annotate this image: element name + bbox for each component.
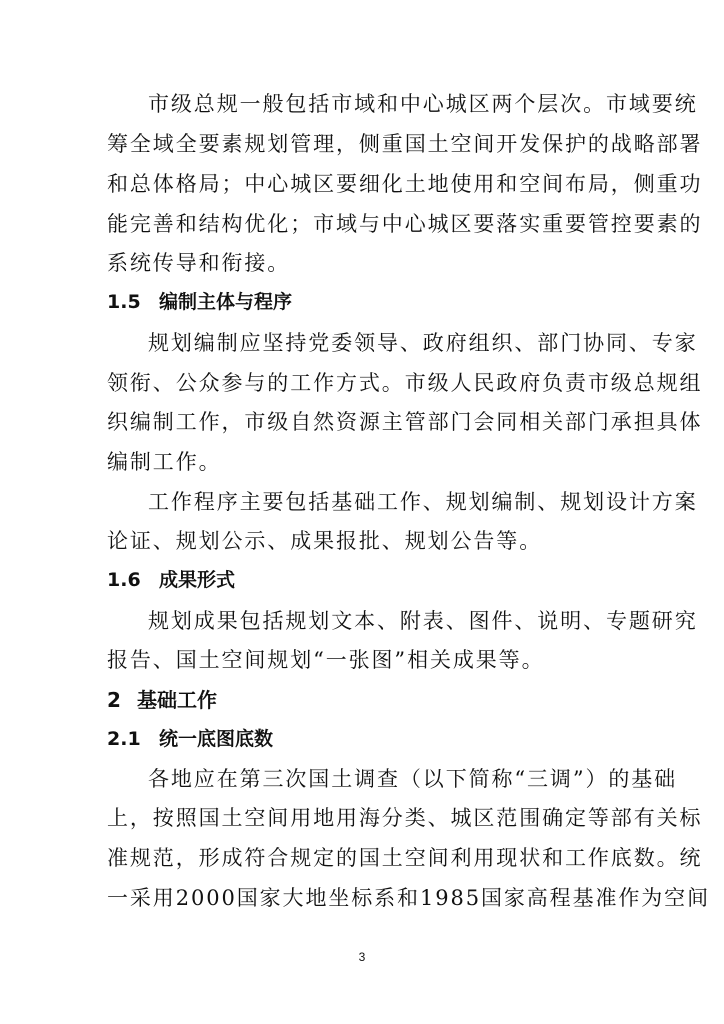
paragraph-line: 织编制工作，市级自然资源主管部门会同相关部门承担具体 bbox=[107, 410, 703, 434]
paragraph-line: 工作程序主要包括基础工作、规划编制、规划设计方案 bbox=[148, 490, 698, 514]
paragraph-line: 筹全域全要素规划管理，侧重国土空间开发保护的战略部署 bbox=[107, 132, 703, 156]
paragraph-line: 论证、规划公示、成果报批、规划公告等。 bbox=[107, 529, 543, 553]
chapter-heading bbox=[107, 688, 217, 712]
section-number: 2.1 bbox=[107, 728, 141, 750]
chapter-title: 基础工作 bbox=[137, 688, 217, 712]
section-title: 编制主体与程序 bbox=[159, 291, 293, 313]
paragraph-line: 一采用2000国家大地坐标系和1985国家高程基准作为空间 bbox=[107, 886, 710, 910]
chapter-number: 2 bbox=[107, 688, 121, 712]
paragraph-line: 准规范，形成符合规定的国土空间利用现状和工作底数。统 bbox=[107, 846, 703, 870]
paragraph-line: 编制工作。 bbox=[107, 450, 222, 474]
paragraph-line: 规划编制应坚持党委领导、政府组织、部门协同、专家 bbox=[148, 331, 698, 355]
paragraph-line: 领衔、公众参与的工作方式。市级人民政府负责市级总规组 bbox=[107, 371, 703, 395]
section-number: 1.5 bbox=[107, 291, 141, 313]
paragraph-line: 上，按照国土空间用地用海分类、城区范围确定等部有关标 bbox=[107, 806, 703, 830]
paragraph-line: 市级总规一般包括市域和中心城区两个层次。市域要统 bbox=[148, 92, 698, 116]
section-number: 1.6 bbox=[107, 569, 141, 591]
section-title: 统一底图底数 bbox=[159, 728, 274, 750]
paragraph-line: 报告、国土空间规划“一张图”相关成果等。 bbox=[107, 648, 545, 672]
section-heading bbox=[107, 568, 235, 592]
page-number: 3 bbox=[358, 950, 366, 964]
paragraph-line: 和总体格局；中心城区要细化土地使用和空间布局，侧重功 bbox=[107, 172, 703, 196]
paragraph-line: 各地应在第三次国土调查（以下简称“三调”）的基础 bbox=[148, 767, 678, 791]
paragraph-line: 规划成果包括规划文本、附表、图件、说明、专题研究 bbox=[148, 609, 698, 633]
section-heading bbox=[107, 290, 292, 314]
section-title: 成果形式 bbox=[159, 569, 236, 591]
paragraph-line: 系统传导和衔接。 bbox=[107, 251, 291, 275]
section-heading bbox=[107, 727, 273, 751]
paragraph-line: 能完善和结构优化；市域与中心城区要落实重要管控要素的 bbox=[107, 212, 703, 236]
